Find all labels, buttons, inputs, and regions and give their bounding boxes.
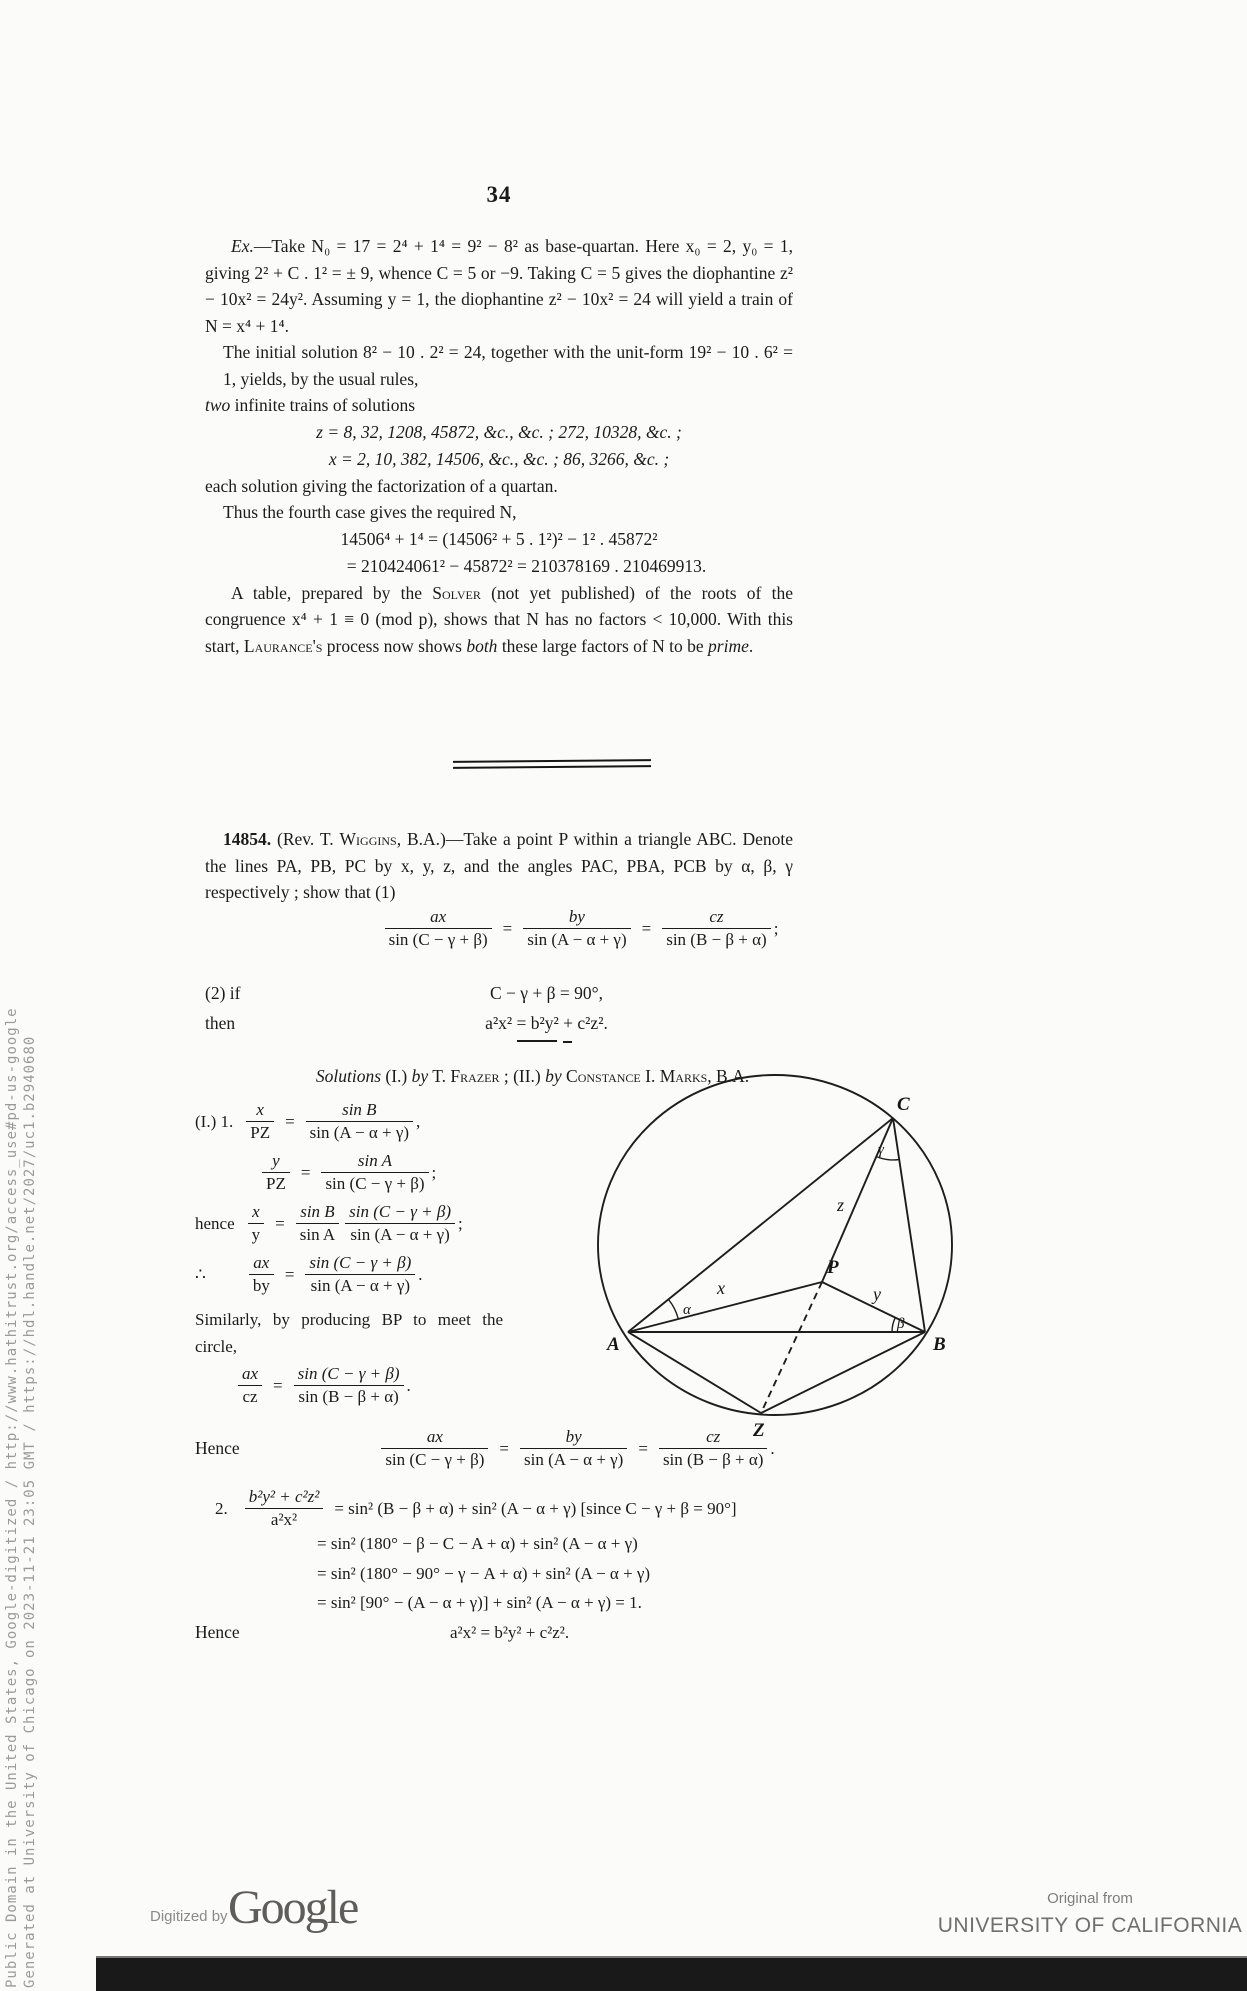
solution-part-2 [195, 1488, 895, 1643]
numerator: sin A [357, 1150, 393, 1170]
denominator: sin (C − γ + β) [381, 1448, 488, 1470]
condition-equation: C − γ + β = 90°, [489, 983, 604, 1003]
equation-row [195, 1249, 503, 1300]
marks-smallcaps: Constance I. Marks [566, 1066, 708, 1086]
numerator: cz [706, 1427, 721, 1446]
text-run: T. [428, 1066, 451, 1086]
comma: , [416, 1111, 421, 1131]
numerator: by [568, 907, 585, 926]
text-run: A table, prepared by the [231, 582, 433, 603]
text-run: ; (II.) [499, 1066, 546, 1086]
table-paragraph [205, 580, 793, 660]
frazer-smallcaps: Frazer [450, 1066, 500, 1086]
original-from-label: Original from [1047, 1890, 1133, 1907]
section-divider-rule [453, 759, 651, 769]
fraction [262, 1152, 290, 1193]
fraction [345, 1203, 455, 1244]
rule-segment [563, 1041, 572, 1043]
train-x-line: x = 2, 10, 382, 14506, &c., &c. ; 86, 3266, &c. ; [328, 448, 670, 469]
segment-PZ-dashed [761, 1282, 822, 1413]
denominator: sin A [296, 1223, 339, 1245]
denominator: sin (A − α + γ) [523, 928, 630, 950]
segment-BZ [761, 1332, 925, 1413]
denominator: sin (B − β + α) [659, 1448, 767, 1470]
denominator: a²x² [245, 1508, 324, 1530]
rule-segment [517, 1040, 557, 1042]
equation-row [259, 1147, 503, 1198]
example-paragraph [205, 233, 793, 339]
denominator: sin (A − α + γ) [305, 1274, 415, 1296]
text-run: (Rev. T. [271, 829, 340, 849]
side-BC [893, 1118, 925, 1332]
text-run: , B.A. [707, 1066, 750, 1086]
fraction [662, 908, 770, 949]
problem-number: 14854. [223, 829, 272, 849]
numerator: x [252, 1201, 260, 1221]
fraction [248, 1203, 265, 1244]
vertex-label-B: B [933, 1334, 946, 1355]
watermark-line-1: Generated at University of Chicago on 2023-11-21 23:05 GMT / https://hdl.handle.net/2027/uc1.b2940680 [22, 1035, 38, 1988]
example-section [205, 233, 793, 659]
circle-triangle-diagram [585, 1058, 970, 1443]
page-number: 34 [486, 182, 512, 207]
fraction [523, 908, 630, 949]
factorization-line: each solution giving the factorization of a quartan. [205, 475, 558, 496]
semicolon: ; [773, 918, 779, 938]
numerator: ax [253, 1252, 270, 1272]
condition-block [205, 978, 793, 1038]
digitized-by-label: Digitized by [150, 1908, 228, 1925]
numerator: sin B [300, 1201, 335, 1221]
original-from-block [930, 1890, 1247, 1938]
denominator: sin (A − α + γ) [306, 1121, 413, 1143]
vertex-label-A: A [607, 1334, 620, 1355]
numerator: sin (C − γ + β) [309, 1252, 412, 1272]
equation-text: = sin² (B − β + α) + sin² (A − α + γ) [since C − γ + β = 90°] [334, 1498, 737, 1518]
watermark-line-2: Public Domain in the United States, Google-digitized / http://www.hathitrust.org/access_use#pd-us-google [4, 1007, 20, 1988]
fourth-case-line: Thus the fourth case gives the required N, [223, 502, 517, 522]
problem-equation-1 [230, 908, 930, 949]
wiggins-smallcaps: Wiggins [339, 829, 397, 849]
numerator: by [565, 1427, 582, 1446]
text-run-italic: both [466, 635, 498, 656]
angle-alpha-arc [669, 1299, 679, 1319]
hence-equation-row [195, 1428, 870, 1469]
numerator: y [272, 1150, 280, 1170]
text-run: these large factors of N to be [497, 635, 709, 656]
equals-sign: = [641, 918, 652, 938]
denominator: PZ [246, 1121, 274, 1143]
equals-sign: = [285, 1111, 295, 1131]
numerator: x [256, 1099, 264, 1119]
text-run-italic: two [205, 395, 231, 415]
angle-label-beta: β [897, 1316, 905, 1332]
fraction [321, 1152, 428, 1193]
google-logo: Google [228, 1881, 358, 1934]
numerator: ax [242, 1363, 259, 1383]
then-label: then [205, 1013, 236, 1033]
denominator: y [248, 1223, 265, 1245]
semicolon: ; [431, 1162, 437, 1182]
segment-label-z: z [837, 1195, 845, 1215]
fraction [296, 1203, 339, 1244]
angle-label-alpha: α [683, 1302, 691, 1318]
institution-name: UNIVERSITY OF CALIFORNIA [937, 1914, 1243, 1937]
equation-continuation: = sin² [90° − (A − α + γ)] + sin² (A − α + γ) = 1. [317, 1593, 642, 1613]
side-AC [628, 1118, 893, 1332]
denominator: by [249, 1274, 274, 1296]
therefore-sign: ∴ [195, 1264, 206, 1284]
numerator: ax [430, 907, 447, 926]
text-run: , B.A.)—Take a point P within a triangle ABC. Denote the lines PA, PB, PC by x, y, z, and the angles PAC, PBA, PCB by α, β, γ respectively ; show that (1) [205, 829, 793, 902]
equals-sign: = [284, 1264, 295, 1284]
scan-edge-bar [96, 1956, 1247, 1991]
hence-word: Hence [195, 1621, 240, 1642]
text-run: infinite trains of solutions [230, 395, 416, 415]
point-label-P: P [827, 1257, 839, 1278]
fraction [305, 1254, 415, 1295]
equals-sign: = [499, 1438, 509, 1458]
segment-label-x: x [717, 1278, 725, 1298]
final-result-row [195, 1622, 895, 1643]
then-equation: a²x² = b²y² + c²z². [485, 1013, 608, 1033]
equals-sign: = [275, 1213, 285, 1233]
segment-AZ [628, 1332, 761, 1413]
vertex-label-C: C [897, 1094, 910, 1115]
equation-row [195, 1096, 503, 1147]
text-run: The initial solution 8² − 10 . 2² = 24, together with the unit-form 19² − 10 . 6² = 1, yields, by the usual rules, [223, 342, 793, 389]
ex-label: Ex. [231, 236, 254, 256]
equation-line-2: = 210424061² − 45872² = 210378169 . 210469913. [346, 555, 707, 576]
segment-label-y: y [873, 1284, 881, 1304]
numerator: ax [426, 1427, 443, 1446]
short-rule [517, 1040, 572, 1042]
semicolon: ; [458, 1213, 463, 1233]
fraction [520, 1428, 627, 1469]
numerator: sin (C − γ + β) [349, 1201, 452, 1221]
numerator: sin (C − γ + β) [297, 1363, 400, 1383]
condition-row [205, 978, 793, 1008]
row-label: (I.) 1. [195, 1111, 234, 1131]
hence-word: hence [195, 1213, 235, 1233]
vertex-label-Z: Z [753, 1420, 765, 1441]
denominator: sin (B − β + α) [662, 928, 770, 950]
equals-sign: = [502, 918, 513, 938]
by-word: by [545, 1066, 562, 1086]
solutions-word: Solutions [315, 1066, 382, 1086]
fraction [294, 1365, 404, 1406]
text-run: —Take N₀ = 17 = 2⁴ + 1⁴ = 9² − 8² as base-quartan. Here x₀ = 2, y₀ = 1, giving 2² + C . 1² = ± 9, whence C = 5 or −9. Taking C = 5 gives the diophantine z² − 10x² = 24y². Assuming y = 1, the diophantine z² − 10x² = 24 will yield a train of N = x⁴ + 1⁴. [205, 236, 793, 336]
segment-AP [628, 1282, 822, 1332]
row-label: 2. [215, 1498, 228, 1518]
angle-beta-arc [892, 1318, 895, 1332]
fraction [246, 1101, 274, 1142]
equation-row [195, 1198, 503, 1249]
train-z-line: z = 8, 32, 1208, 45872, &c., &c. ; 272, 10328, &c. ; [316, 421, 682, 442]
fraction [385, 908, 492, 949]
denominator: sin (C − γ + β) [385, 928, 492, 950]
by-word: by [411, 1066, 429, 1086]
equals-sign: = [300, 1162, 311, 1182]
denominator: sin (A − α + γ) [520, 1448, 627, 1470]
angle-label-gamma: γ [878, 1142, 884, 1158]
fraction [238, 1365, 262, 1406]
denominator: sin (B − β + α) [294, 1385, 404, 1407]
equals-sign: = [638, 1438, 648, 1458]
period: . [418, 1264, 423, 1284]
hence-word: Hence [195, 1438, 240, 1459]
solution-1-column [195, 1096, 503, 1411]
fraction [249, 1254, 274, 1295]
text-run: process now shows [322, 635, 467, 656]
denominator: sin (C − γ + β) [321, 1172, 428, 1194]
text-run-italic: prime [708, 635, 749, 656]
initial-solution-paragraph [205, 339, 793, 419]
equation-continuation: = sin² (180° − 90° − γ − A + α) + sin² (A − α + γ) [317, 1563, 651, 1583]
denominator: PZ [262, 1172, 290, 1194]
equation-continuation: = sin² (180° − β − C − A + α) + sin² (A − α + γ) [317, 1534, 638, 1554]
fraction [381, 1428, 488, 1469]
problem-14854 [205, 826, 793, 906]
period: . [770, 1438, 775, 1458]
equation-row [195, 1488, 895, 1529]
equals-sign: = [273, 1375, 283, 1395]
final-equation: a²x² = b²y² + c²z². [450, 1622, 570, 1642]
period: . [406, 1375, 411, 1395]
fraction [245, 1488, 324, 1529]
fraction [306, 1101, 413, 1142]
condition-label: (2) if [205, 983, 241, 1003]
circumscribed-circle [598, 1075, 952, 1415]
problem-statement [205, 826, 793, 906]
denominator: cz [238, 1385, 262, 1407]
fraction [659, 1428, 767, 1469]
similarly-text: Similarly, by producing BP to meet the circle, [195, 1310, 503, 1356]
equation-row [235, 1360, 503, 1411]
numerator: sin B [342, 1099, 377, 1119]
denominator: sin (A − α + γ) [345, 1223, 455, 1245]
equation-line-1: 14506⁴ + 1⁴ = (14506² + 5 . 1²)² − 1² . 45872² [340, 528, 658, 549]
equation [283, 1428, 870, 1469]
text-run: . [748, 635, 754, 656]
numerator: b²y² + c²z² [248, 1487, 320, 1506]
solver-smallcaps: Solver [432, 582, 481, 603]
text-run: (not yet published) of the roots of the congruence x⁴ + 1 ≡ 0 (mod p), shows that N has no factors < 10,000. With this start, [205, 582, 793, 656]
laurance-smallcaps: Laurance's [243, 635, 323, 656]
text-run: (I.) [381, 1066, 412, 1086]
numerator: cz [709, 907, 724, 926]
then-row [205, 1008, 793, 1038]
